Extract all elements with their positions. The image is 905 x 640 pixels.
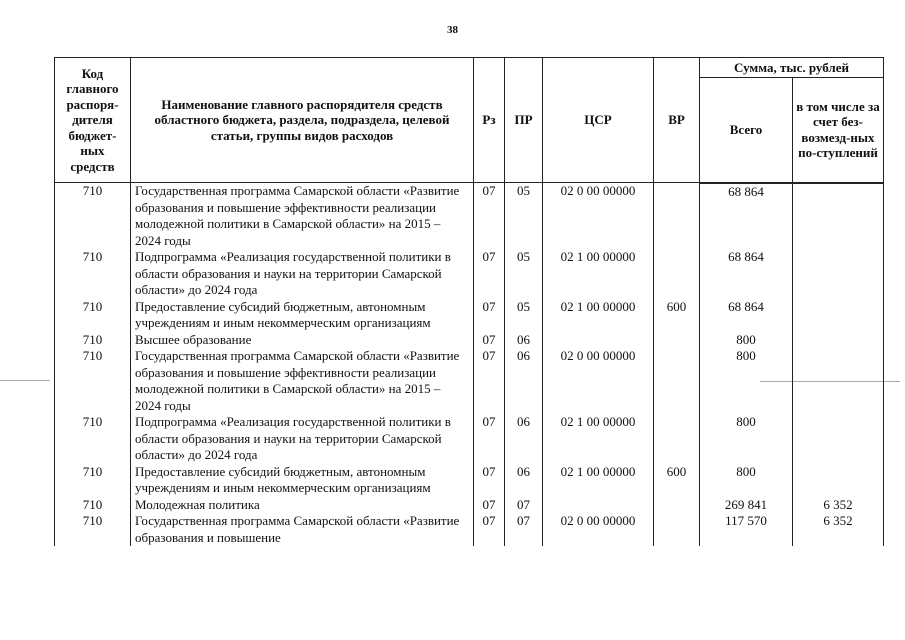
header-kod: Код главного распоря-дителя бюджет-ных средств	[55, 58, 131, 183]
cell-incl	[793, 299, 884, 332]
table-row	[55, 497, 884, 514]
cell-name: Высшее образование	[131, 332, 474, 349]
cell-kod: 710	[55, 513, 131, 546]
cell-total: 800	[700, 414, 793, 464]
cell-kod: 710	[55, 497, 131, 514]
scan-artifact-left	[0, 380, 50, 381]
header-pr: ПР	[505, 58, 543, 183]
table-row	[55, 414, 884, 464]
table-row	[55, 348, 884, 414]
cell-rz: 07	[474, 249, 505, 299]
cell-csr: 02 0 00 00000	[543, 183, 654, 250]
cell-incl	[793, 332, 884, 349]
cell-csr: 02 1 00 00000	[543, 299, 654, 332]
cell-csr: 02 0 00 00000	[543, 513, 654, 546]
cell-kod: 710	[55, 464, 131, 497]
cell-incl	[793, 348, 884, 414]
cell-rz: 07	[474, 414, 505, 464]
cell-total: 800	[700, 348, 793, 414]
cell-incl	[793, 464, 884, 497]
cell-kod: 710	[55, 249, 131, 299]
cell-pr: 06	[505, 464, 543, 497]
cell-vr	[654, 249, 700, 299]
cell-vr	[654, 414, 700, 464]
cell-vr	[654, 183, 700, 250]
cell-incl: 6 352	[793, 513, 884, 546]
cell-csr	[543, 497, 654, 514]
cell-total: 68 864	[700, 249, 793, 299]
cell-vr: 600	[654, 464, 700, 497]
cell-kod: 710	[55, 299, 131, 332]
cell-name: Государственная программа Самарской области «Развитие образования и повышение	[131, 513, 474, 546]
cell-csr: 02 1 00 00000	[543, 464, 654, 497]
page-number: 38	[447, 24, 458, 36]
cell-csr: 02 1 00 00000	[543, 414, 654, 464]
cell-incl	[793, 414, 884, 464]
cell-incl: 6 352	[793, 497, 884, 514]
cell-total: 68 864	[700, 183, 793, 250]
cell-pr: 06	[505, 332, 543, 349]
cell-name: Государственная программа Самарской области «Развитие образования и повышение эффективности реализации молодежной политики в Самарской области» на 2015 – 2024 годы	[131, 183, 474, 250]
header-sum: Сумма, тыс. рублей	[700, 58, 884, 78]
cell-rz: 07	[474, 464, 505, 497]
cell-kod: 710	[55, 332, 131, 349]
cell-pr: 05	[505, 299, 543, 332]
cell-total: 800	[700, 332, 793, 349]
header-rz: Рз	[474, 58, 505, 183]
cell-rz: 07	[474, 183, 505, 250]
cell-vr	[654, 332, 700, 349]
cell-vr: 600	[654, 299, 700, 332]
cell-incl	[793, 249, 884, 299]
header-total: Всего	[700, 78, 793, 183]
header-vr: ВР	[654, 58, 700, 183]
cell-name: Государственная программа Самарской области «Развитие образования и повышение эффективности реализации молодежной политики в Самарской области» на 2015 – 2024 годы	[131, 348, 474, 414]
cell-rz: 07	[474, 497, 505, 514]
cell-kod: 710	[55, 348, 131, 414]
cell-csr	[543, 332, 654, 349]
cell-pr: 07	[505, 513, 543, 546]
cell-pr: 05	[505, 183, 543, 250]
cell-vr	[654, 497, 700, 514]
cell-pr: 06	[505, 348, 543, 414]
cell-kod: 710	[55, 414, 131, 464]
cell-name: Предоставление субсидий бюджетным, автономным учреждениям и иным некоммерческим организациям	[131, 299, 474, 332]
cell-name: Подпрограмма «Реализация государственной политики в области образования и науки на территории Самарской области» до 2024 года	[131, 414, 474, 464]
header-csr: ЦСР	[543, 58, 654, 183]
table-body	[55, 183, 884, 547]
cell-name: Подпрограмма «Реализация государственной политики в области образования и науки на территории Самарской области» до 2024 года	[131, 249, 474, 299]
cell-rz: 07	[474, 332, 505, 349]
table-row	[55, 332, 884, 349]
cell-csr: 02 0 00 00000	[543, 348, 654, 414]
cell-vr	[654, 348, 700, 414]
cell-pr: 07	[505, 497, 543, 514]
table-row	[55, 513, 884, 546]
cell-pr: 06	[505, 414, 543, 464]
cell-total: 68 864	[700, 299, 793, 332]
cell-pr: 05	[505, 249, 543, 299]
cell-total: 800	[700, 464, 793, 497]
cell-rz: 07	[474, 348, 505, 414]
cell-name: Предоставление субсидий бюджетным, автономным учреждениям и иным некоммерческим организациям	[131, 464, 474, 497]
table-row	[55, 249, 884, 299]
cell-rz: 07	[474, 513, 505, 546]
cell-incl	[793, 183, 884, 250]
header-incl: в том числе за счет без-возмезд-ных по-ступлений	[793, 78, 884, 183]
table-row	[55, 183, 884, 250]
cell-rz: 07	[474, 299, 505, 332]
cell-total: 269 841	[700, 497, 793, 514]
table-row	[55, 299, 884, 332]
table-row	[55, 464, 884, 497]
cell-name: Молодежная политика	[131, 497, 474, 514]
cell-total: 117 570	[700, 513, 793, 546]
budget-table	[54, 57, 884, 546]
cell-csr: 02 1 00 00000	[543, 249, 654, 299]
header-name: Наименование главного распорядителя средств областного бюджета, раздела, подраздела, целевой статьи, группы видов расходов	[131, 58, 474, 183]
cell-vr	[654, 513, 700, 546]
cell-kod: 710	[55, 183, 131, 250]
